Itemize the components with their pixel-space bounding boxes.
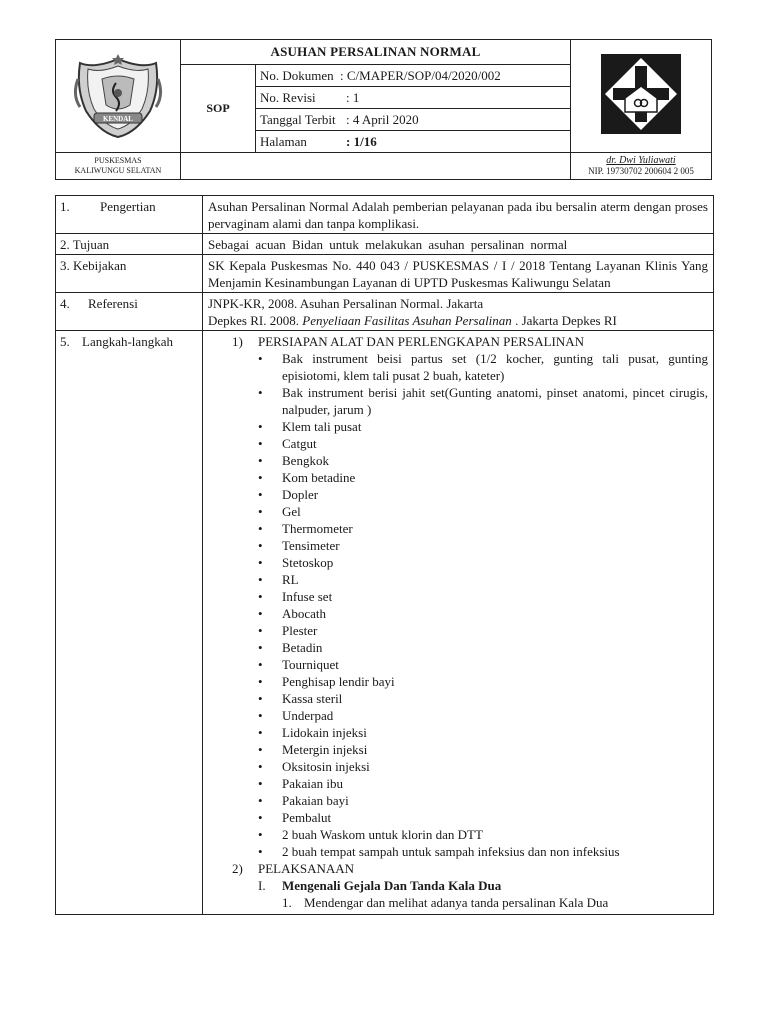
equipment-item xyxy=(258,843,708,860)
equipment-item xyxy=(258,809,708,826)
referensi-line-2 xyxy=(208,312,708,329)
section-pelaksanaan xyxy=(208,860,708,877)
subsection-title: Mengenali Gejala Dan Tanda Kala Dua xyxy=(282,878,502,893)
row-kebijakan xyxy=(56,255,714,293)
revision-label: No. Revisi xyxy=(260,89,316,105)
langkah-label-text: Langkah-langkah xyxy=(82,334,173,349)
equipment-item-text: Tourniquet xyxy=(282,657,339,672)
bullet-icon: • xyxy=(258,810,263,825)
equipment-item-text: Underpad xyxy=(282,708,334,723)
equipment-item xyxy=(258,605,708,622)
equipment-list xyxy=(208,350,708,860)
referensi-label xyxy=(56,293,203,331)
equipment-item-text: 2 buah Waskom untuk klorin dan DTT xyxy=(282,827,483,842)
equipment-item-text: 2 buah tempat sampah untuk sampah infeksius dan non infeksius xyxy=(282,844,620,859)
pengertian-label xyxy=(56,196,203,234)
step-item xyxy=(208,894,708,911)
org-line-2: KALIWUNGU SELATAN xyxy=(74,166,162,175)
subsection-number: I. xyxy=(258,878,266,893)
referensi-line-2-a: Depkes RI. 2008. xyxy=(208,313,303,328)
puskesmas-cross-logo xyxy=(599,52,683,136)
equipment-item xyxy=(258,503,708,520)
langkah-label xyxy=(56,331,203,915)
signer-block xyxy=(571,153,712,180)
bullet-icon: • xyxy=(258,351,263,366)
referensi-line-2-b: . Jakarta Depkes RI xyxy=(511,313,617,328)
bullet-icon: • xyxy=(258,793,263,808)
equipment-item xyxy=(258,792,708,809)
section-persiapan xyxy=(208,333,708,350)
referensi-line-1: JNPK-KR, 2008. Asuhan Persalinan Normal. Jakarta xyxy=(208,296,484,311)
equipment-item xyxy=(258,724,708,741)
equipment-item-text: Dopler xyxy=(282,487,319,502)
signer-nip: NIP. 19730702 200604 2 005 xyxy=(588,166,694,176)
equipment-item xyxy=(258,673,708,690)
document-title: ASUHAN PERSALINAN NORMAL xyxy=(181,40,571,65)
doc-number-value: : C/MAPER/SOP/04/2020/002 xyxy=(340,67,501,83)
doc-number-label: No. Dokumen xyxy=(260,67,334,83)
referensi-text xyxy=(203,293,714,331)
pengertian-text: Asuhan Persalinan Normal Adalah pemberian pelayanan pada ibu bersalin aterm dengan proses pervaginam alami dan tanpa komplikasi. xyxy=(203,196,714,234)
bullet-icon: • xyxy=(258,776,263,791)
langkah-content xyxy=(203,331,714,915)
bullet-icon: • xyxy=(258,589,263,604)
bullet-icon: • xyxy=(258,470,263,485)
equipment-item xyxy=(258,588,708,605)
bullet-icon: • xyxy=(258,572,263,587)
pengertian-label-text: Pengertian xyxy=(100,199,156,214)
issue-date-value: : 4 April 2020 xyxy=(346,111,419,127)
equipment-item xyxy=(258,758,708,775)
org-line-1: PUSKESMAS xyxy=(94,156,142,165)
equipment-item-text: Pakaian bayi xyxy=(282,793,349,808)
equipment-item-text: Pembalut xyxy=(282,810,332,825)
equipment-item-text: Penghisap lendir bayi xyxy=(282,674,395,689)
equipment-item xyxy=(258,656,708,673)
tujuan-label: 2. Tujuan xyxy=(56,234,203,255)
bullet-icon: • xyxy=(258,606,263,621)
bullet-icon: • xyxy=(258,640,263,655)
section-pelaksanaan-number: 2) xyxy=(232,861,243,876)
equipment-item xyxy=(258,350,708,384)
bullet-icon: • xyxy=(258,419,263,434)
kendal-crest-logo xyxy=(72,49,164,139)
subsection-kala-dua xyxy=(208,877,708,894)
bullet-icon: • xyxy=(258,759,263,774)
equipment-item xyxy=(258,571,708,588)
equipment-item-text: Plester xyxy=(282,623,318,638)
equipment-item xyxy=(258,486,708,503)
equipment-item-text: Bak instrument berisi jahit set(Gunting anatomi, pinset anatomi, pincet cirugis, nalpuder, jarum ) xyxy=(282,385,708,417)
equipment-item xyxy=(258,554,708,571)
row-pengertian xyxy=(56,196,714,234)
bullet-icon: • xyxy=(258,436,263,451)
equipment-item xyxy=(258,639,708,656)
bullet-icon: • xyxy=(258,504,263,519)
step-text: Mendengar dan melihat adanya tanda persalinan Kala Dua xyxy=(304,895,609,910)
row-langkah xyxy=(56,331,714,915)
bullet-icon: • xyxy=(258,385,263,400)
section-persiapan-title: PERSIAPAN ALAT DAN PERLENGKAPAN PERSALINAN xyxy=(258,334,585,349)
equipment-item-text: Bak instrument beisi partus set (1/2 kocher, gunting tali pusat, gunting episiotomi, klem tali pusat 2 buah, kateter) xyxy=(282,351,708,383)
bullet-icon: • xyxy=(258,453,263,468)
equipment-item-text: Lidokain injeksi xyxy=(282,725,367,740)
equipment-item-text: Infuse set xyxy=(282,589,333,604)
equipment-item xyxy=(258,537,708,554)
doc-number-field xyxy=(256,65,571,87)
pengertian-number: 1. xyxy=(60,199,70,214)
equipment-item-text: Thermometer xyxy=(282,521,353,536)
section-pelaksanaan-title: PELAKSANAAN xyxy=(258,861,355,876)
equipment-item-text: Gel xyxy=(282,504,301,519)
equipment-item-text: Kom betadine xyxy=(282,470,356,485)
page-field xyxy=(256,131,571,153)
equipment-item-text: Stetoskop xyxy=(282,555,334,570)
signer-name: dr. Dwi Yuliawati xyxy=(606,155,676,166)
equipment-item xyxy=(258,418,708,435)
equipment-item xyxy=(258,384,708,418)
sop-label: SOP xyxy=(181,65,256,153)
equipment-item xyxy=(258,435,708,452)
equipment-item-text: Pakaian ibu xyxy=(282,776,344,791)
langkah-number: 5. xyxy=(60,334,70,349)
sop-content-table xyxy=(55,195,714,915)
issue-date-field xyxy=(256,109,571,131)
header-footer-blank xyxy=(181,153,571,180)
bullet-icon: • xyxy=(258,844,263,859)
kendal-logo-text: KENDAL xyxy=(103,114,133,123)
equipment-item-text: RL xyxy=(282,572,299,587)
kebijakan-text: SK Kepala Puskesmas No. 440 043 / PUSKESMAS / I / 2018 Tentang Layanan Klinis Yang Menjamin Kesinambungan Layanan di UPTD Puskesmas Kaliwungu Selatan xyxy=(203,255,714,293)
referensi-number: 4. xyxy=(60,296,70,311)
equipment-item-text: Klem tali pusat xyxy=(282,419,362,434)
puskesmas-logo-cell xyxy=(571,40,712,153)
step-number: 1. xyxy=(282,895,292,910)
row-tujuan xyxy=(56,234,714,255)
bullet-icon: • xyxy=(258,725,263,740)
bullet-icon: • xyxy=(258,521,263,536)
equipment-item xyxy=(258,520,708,537)
equipment-item xyxy=(258,690,708,707)
revision-value: : 1 xyxy=(346,89,360,105)
bullet-icon: • xyxy=(258,487,263,502)
equipment-item xyxy=(258,707,708,724)
equipment-item-text: Metergin injeksi xyxy=(282,742,368,757)
revision-field xyxy=(256,87,571,109)
page-value: : 1/16 xyxy=(346,133,377,149)
section-persiapan-number: 1) xyxy=(232,334,243,349)
equipment-item-text: Tensimeter xyxy=(282,538,340,553)
bullet-icon: • xyxy=(258,674,263,689)
equipment-item-text: Catgut xyxy=(282,436,317,451)
kebijakan-label: 3. Kebijakan xyxy=(56,255,203,293)
bullet-icon: • xyxy=(258,657,263,672)
equipment-item-text: Kassa steril xyxy=(282,691,343,706)
bullet-icon: • xyxy=(258,623,263,638)
bullet-icon: • xyxy=(258,691,263,706)
bullet-icon: • xyxy=(258,827,263,842)
equipment-item-text: Abocath xyxy=(282,606,327,621)
bullet-icon: • xyxy=(258,708,263,723)
organization-name xyxy=(56,153,181,180)
sop-header-table xyxy=(55,39,712,180)
equipment-item-text: Betadin xyxy=(282,640,323,655)
equipment-item xyxy=(258,469,708,486)
page-label: Halaman xyxy=(260,133,307,149)
referensi-label-text: Referensi xyxy=(88,296,138,311)
equipment-item xyxy=(258,452,708,469)
issue-date-label: Tanggal Terbit xyxy=(260,111,336,127)
equipment-item xyxy=(258,741,708,758)
equipment-item xyxy=(258,826,708,843)
tujuan-text: Sebagai acuan Bidan untuk melakukan asuhan persalinan normal xyxy=(203,234,714,255)
row-referensi xyxy=(56,293,714,331)
bullet-icon: • xyxy=(258,555,263,570)
equipment-item xyxy=(258,775,708,792)
referensi-line-2-italic: Penyeliaan Fasilitas Asuhan Persalinan xyxy=(302,313,512,328)
bullet-icon: • xyxy=(258,742,263,757)
equipment-item-text: Bengkok xyxy=(282,453,329,468)
equipment-item-text: Oksitosin injeksi xyxy=(282,759,370,774)
kendal-logo-cell xyxy=(56,40,181,153)
equipment-item xyxy=(258,622,708,639)
bullet-icon: • xyxy=(258,538,263,553)
